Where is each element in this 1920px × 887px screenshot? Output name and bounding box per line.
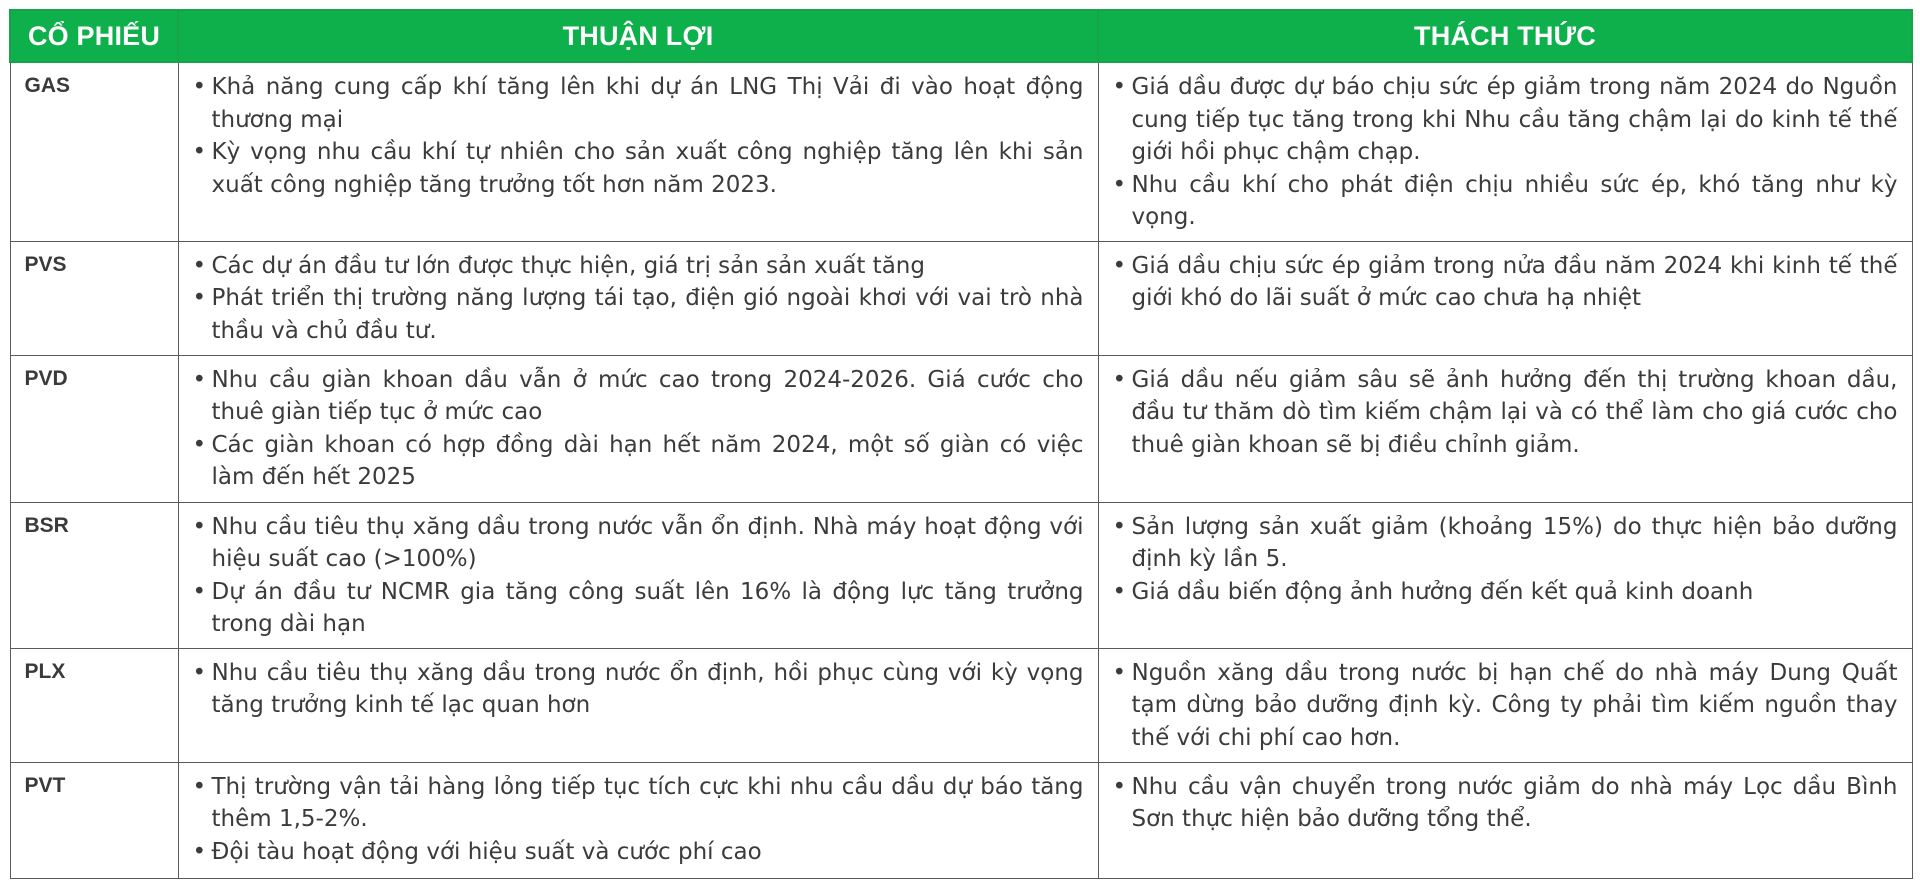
list-item: • Nguồn xăng dầu trong nước bị hạn chế do nhà máy Dung Quất tạm dừng bảo dưỡng định kỳ. Công ty phải tìm kiếm nguồn thay thế với chi phí cao hơn.	[1113, 657, 1898, 755]
challenges-list	[1099, 63, 1912, 234]
table-row-plx	[10, 648, 1912, 762]
list-item: • Khả năng cung cấp khí tăng lên khi dự án LNG Thị Vải đi vào hoạt động thương mại	[193, 71, 1084, 136]
advantages-cell	[178, 62, 1098, 241]
challenges-cell	[1098, 355, 1912, 502]
stock-comparison-table-container	[9, 9, 1911, 875]
challenges-list	[1099, 242, 1912, 315]
advantages-list	[179, 63, 1098, 201]
list-item: • Dự án đầu tư NCMR gia tăng công suất lên 16% là động lực tăng trưởng trong dài hạn	[193, 576, 1084, 641]
advantages-cell	[178, 502, 1098, 648]
list-item: • Nhu cầu giàn khoan dầu vẫn ở mức cao trong 2024-2026. Giá cước cho thuê giàn tiếp tục ở mức cao	[193, 364, 1084, 429]
list-item: • Nhu cầu vận chuyển trong nước giảm do nhà máy Lọc dầu Bình Sơn thực hiện bảo dưỡng tổng thể.	[1113, 771, 1898, 836]
list-item: • Giá dầu được dự báo chịu sức ép giảm trong năm 2024 do Nguồn cung tiếp tục tăng trong khi Nhu cầu tăng chậm lại do kinh tế thế giới hồi phục chậm chạp.	[1113, 71, 1898, 169]
advantages-cell	[178, 762, 1098, 878]
challenges-list	[1099, 503, 1912, 609]
header-stock: CỔ PHIẾU	[10, 10, 178, 62]
ticker-cell: GAS	[10, 62, 178, 241]
challenges-list	[1099, 763, 1912, 836]
advantages-list	[179, 763, 1098, 869]
header-challenges: THÁCH THỨC	[1098, 10, 1912, 62]
table-row-pvd	[10, 355, 1912, 502]
challenges-cell	[1098, 502, 1912, 648]
advantages-cell	[178, 241, 1098, 355]
table-row-pvt	[10, 762, 1912, 878]
list-item: • Đội tàu hoạt động với hiệu suất và cước phí cao	[193, 836, 1084, 869]
header-advantages: THUẬN LỢI	[178, 10, 1098, 62]
challenges-list	[1099, 356, 1912, 462]
stock-comparison-table	[9, 9, 1913, 879]
challenges-cell	[1098, 241, 1912, 355]
list-item: • Các dự án đầu tư lớn được thực hiện, giá trị sản sản xuất tăng	[193, 250, 1084, 283]
ticker-cell: PVS	[10, 241, 178, 355]
list-item: • Giá dầu chịu sức ép giảm trong nửa đầu năm 2024 khi kinh tế thế giới khó do lãi suất ở mức cao chưa hạ nhiệt	[1113, 250, 1898, 315]
table-row-gas	[10, 62, 1912, 241]
advantages-cell	[178, 355, 1098, 502]
table-header-row	[10, 10, 1912, 62]
list-item: • Phát triển thị trường năng lượng tái tạo, điện gió ngoài khơi với vai trò nhà thầu và chủ đầu tư.	[193, 282, 1084, 347]
challenges-list	[1099, 649, 1912, 755]
list-item: • Thị trường vận tải hàng lỏng tiếp tục tích cực khi nhu cầu dầu dự báo tăng thêm 1,5-2%.	[193, 771, 1084, 836]
challenges-cell	[1098, 648, 1912, 762]
list-item: • Giá dầu biến động ảnh hưởng đến kết quả kinh doanh	[1113, 576, 1898, 609]
ticker-cell: BSR	[10, 502, 178, 648]
challenges-cell	[1098, 762, 1912, 878]
list-item: • Nhu cầu tiêu thụ xăng dầu trong nước vẫn ổn định. Nhà máy hoạt động với hiệu suất cao (>100%)	[193, 511, 1084, 576]
table-row-bsr	[10, 502, 1912, 648]
advantages-list	[179, 356, 1098, 494]
advantages-list	[179, 242, 1098, 348]
ticker-cell: PVD	[10, 355, 178, 502]
advantages-cell	[178, 648, 1098, 762]
list-item: • Kỳ vọng nhu cầu khí tự nhiên cho sản xuất công nghiệp tăng lên khi sản xuất công nghiệp tăng trưởng tốt hơn năm 2023.	[193, 136, 1084, 201]
list-item: • Nhu cầu khí cho phát điện chịu nhiều sức ép, khó tăng như kỳ vọng.	[1113, 169, 1898, 234]
list-item: • Các giàn khoan có hợp đồng dài hạn hết năm 2024, một số giàn có việc làm đến hết 2025	[193, 429, 1084, 494]
advantages-list	[179, 503, 1098, 641]
list-item: • Giá dầu nếu giảm sâu sẽ ảnh hưởng đến thị trường khoan dầu, đầu tư thăm dò tìm kiếm chậm lại và có thể làm cho giá cước cho thuê giàn khoan sẽ bị điều chỉnh giảm.	[1113, 364, 1898, 462]
challenges-cell	[1098, 62, 1912, 241]
ticker-cell: PVT	[10, 762, 178, 878]
table-row-pvs	[10, 241, 1912, 355]
ticker-cell: PLX	[10, 648, 178, 762]
list-item: • Nhu cầu tiêu thụ xăng dầu trong nước ổn định, hồi phục cùng với kỳ vọng tăng trưởng kinh tế lạc quan hơn	[193, 657, 1084, 722]
list-item: • Sản lượng sản xuất giảm (khoảng 15%) do thực hiện bảo dưỡng định kỳ lần 5.	[1113, 511, 1898, 576]
advantages-list	[179, 649, 1098, 722]
